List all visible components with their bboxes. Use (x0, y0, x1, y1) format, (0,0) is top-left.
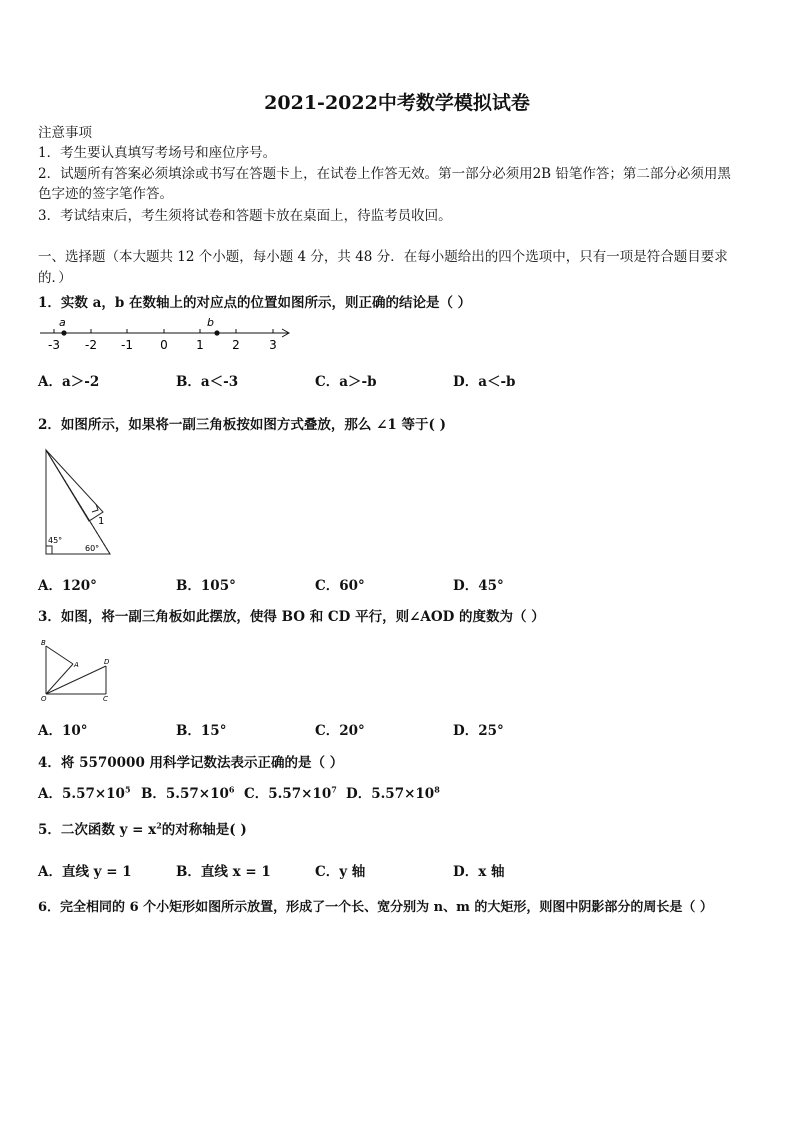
question-3-stem: 3．如图，将一副三角板如此摆放，使得 BO 和 CD 平行，则∠AOD 的度数为（ ） (38, 609, 545, 625)
section1-heading-cont: 的．） (38, 270, 72, 286)
question-5-stem: 5．二次函数 $y = x^2$的对称轴是( ) (38, 820, 247, 838)
q4-option-c: C．$5.57\times 10^7$ (244, 784, 337, 802)
point-a-label: A (74, 661, 79, 669)
tick-label: -2 (85, 338, 97, 352)
point-c-label: C (103, 695, 108, 703)
notes-item-1: 1．考生要认真填写考场号和座位序号。 (38, 145, 277, 161)
tick-label: 3 (269, 338, 277, 352)
q5-option-d: D．x 轴 (453, 864, 505, 880)
tick-label: -1 (121, 338, 133, 352)
q2-option-b: B．105° (176, 578, 236, 594)
q5-option-a: A．直线 y = 1 (38, 864, 132, 880)
q1-option-a: A．a＞-2 (38, 374, 100, 390)
q3-option-d: D．25° (453, 723, 504, 739)
question-1-stem: 1．实数 a，b 在数轴上的对应点的位置如图所示，则正确的结论是（ ） (38, 295, 472, 311)
question-2-stem: 2．如图所示，如果将一副三角板按如图方式叠放，那么 ∠1 等于( ) (38, 417, 446, 433)
set-square-figure (38, 636, 118, 704)
q1-option-b: B．a＜-3 (176, 374, 239, 390)
q1-option-d: D．a＜-b (453, 374, 516, 390)
q1-option-c: C．a＞-b (315, 374, 377, 390)
q4-option-b: B．$5.57\times 10^6$ (141, 784, 235, 802)
triangle-30-60 (46, 450, 103, 521)
tick-label: -3 (48, 338, 60, 352)
q2-option-c: C．60° (315, 578, 365, 594)
section1-heading: 一、选择题（本大题共 12 个小题，每小题 4 分，共 48 分．在每小题给出的四个选项中，只有一项是符合题目要求 (38, 249, 728, 265)
point-a-label: a (59, 316, 66, 329)
point-b-label: B (41, 639, 46, 647)
point-b-dot (214, 330, 219, 335)
q4-option-a: A．$5.57\times 10^5$ (38, 784, 131, 802)
tick-label: 1 (196, 338, 204, 352)
notes-heading: 注意事项 (38, 125, 92, 141)
notes-item-3: 3．考试结束后，考生须将试卷和答题卡放在桌面上，待监考员收回。 (38, 208, 452, 224)
tick-label: 2 (232, 338, 240, 352)
tick-label: 0 (160, 338, 168, 352)
angle-45-label: 45° (48, 536, 63, 545)
angle-1-label: 1 (98, 516, 105, 527)
q2-option-a: A．120° (38, 578, 97, 594)
triangle-ruler-figure (40, 446, 116, 560)
q2-option-d: D．45° (453, 578, 504, 594)
q3-option-a: A．10° (38, 723, 88, 739)
q5-option-b: B．直线 x = 1 (176, 864, 271, 880)
notes-item-2: 2．试题所有答案必须填涂或书写在答题卡上，在试卷上作答无效。第一部分必须用2B 铅笔作答；第二部分必须用黑 (38, 166, 731, 182)
q3-option-c: C．20° (315, 723, 365, 739)
point-o-label: O (41, 695, 47, 703)
point-a-dot (61, 330, 66, 335)
question-4-stem: 4．将 5570000 用科学记数法表示正确的是（ ） (38, 755, 344, 771)
q5-option-c: C．y 轴 (315, 864, 366, 880)
exam-title: 2021-2022中考数学模拟试卷 (264, 92, 530, 114)
point-d-label: D (104, 658, 110, 666)
q4-option-d: D．$5.57\times 10^8$ (346, 784, 440, 802)
point-b-label: b (207, 316, 214, 329)
angle-60-label: 60° (85, 544, 100, 553)
q3-option-b: B．15° (176, 723, 227, 739)
question-6-stem: 6．完全相同的 6 个小矩形如图所示放置，形成了一个长、宽分别为 n、m 的大矩形，则图中阴影部分的周长是（ ） (38, 900, 713, 915)
number-line-figure (36, 313, 296, 355)
notes-item-2-cont: 色字迹的签字笔作答。 (38, 186, 173, 202)
